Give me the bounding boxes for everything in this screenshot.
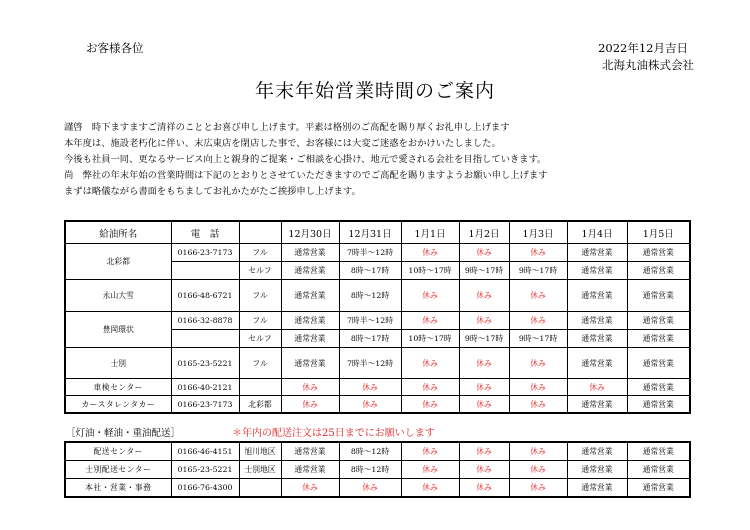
hours-cell: 休み: [401, 379, 459, 396]
station-name: 永山大雪: [65, 280, 171, 312]
hours-cell: 休み: [459, 348, 509, 379]
hours-cell: 通常営業: [627, 479, 690, 498]
hours-cell: 休み: [401, 280, 459, 312]
phone-number: 0166-46-4151: [171, 442, 239, 461]
business-hours-table: [64, 220, 691, 414]
hours-cell: 休み: [401, 442, 459, 461]
phone-number: 0166-40-2121: [171, 379, 239, 396]
hours-cell: 休み: [509, 312, 567, 330]
phone-number: 0166-23-7173: [171, 396, 239, 414]
hours-cell: 8時～12時: [339, 442, 401, 461]
greeting-line: まずは略儀ながら書面をもちましてお礼かたがたご挨拶申し上げます。: [64, 186, 361, 197]
hours-cell: 通常営業: [281, 442, 339, 461]
hours-cell: 通常営業: [567, 312, 627, 330]
company-name: 北海丸油株式会社: [602, 58, 694, 72]
service-area: [239, 479, 281, 498]
hours-cell: 休み: [509, 461, 567, 479]
hours-cell: 通常営業: [627, 442, 690, 461]
phone-number: [171, 330, 239, 348]
hours-cell: 通常営業: [281, 262, 339, 280]
hours-cell: 休み: [281, 479, 339, 498]
table-row: [65, 312, 690, 330]
hours-cell: 8時～12時: [339, 461, 401, 479]
hours-cell: 休み: [281, 379, 339, 396]
hours-cell: 休み: [459, 479, 509, 498]
hours-cell: 休み: [339, 479, 401, 498]
service-type: フル: [239, 280, 281, 312]
service-area: 士別地区: [239, 461, 281, 479]
hours-cell: 通常営業: [567, 280, 627, 312]
hours-cell: 休み: [339, 379, 401, 396]
hours-cell: 通常営業: [281, 244, 339, 262]
station-name: 車検センター: [65, 379, 171, 396]
hours-cell: 通常営業: [281, 461, 339, 479]
hours-cell: 休み: [509, 479, 567, 498]
service-type: セルフ: [239, 330, 281, 348]
hours-cell: 休み: [401, 244, 459, 262]
greeting-line: 今後も社員一同、更なるサービス向上と親身的ご提案・ご相談を心掛け、地元で愛される会社を目指していきます。: [64, 154, 547, 165]
table-header-row: [65, 221, 690, 244]
header-cell: 給油所名: [65, 221, 171, 244]
hours-cell: 9時～17時: [459, 262, 509, 280]
hours-cell: 休み: [401, 348, 459, 379]
fuel-delivery-label: ［灯油・軽油・重油配送］: [66, 428, 181, 439]
hours-cell: 休み: [459, 442, 509, 461]
hours-cell: 9時～17時: [459, 330, 509, 348]
page-title: 年末年始営業時間のご案内: [254, 80, 495, 102]
phone-number: 0166-32-8878: [171, 312, 239, 330]
hours-cell: 通常営業: [627, 244, 690, 262]
hours-cell: 休み: [401, 479, 459, 498]
hours-cell: 通常営業: [627, 262, 690, 280]
station-name: 士別: [65, 348, 171, 379]
phone-number: 0165-23-5221: [171, 461, 239, 479]
hours-cell: 通常営業: [281, 348, 339, 379]
hours-cell: 休み: [281, 396, 339, 414]
hours-cell: 10時～17時: [401, 330, 459, 348]
hours-cell: 7時半～12時: [339, 312, 401, 330]
hours-cell: 休み: [459, 396, 509, 414]
station-name: 北彩都: [65, 244, 171, 280]
phone-number: 0166-23-7173: [171, 244, 239, 262]
service-type: フル: [239, 312, 281, 330]
header-cell: 12月31日: [339, 221, 401, 244]
hours-cell: 通常営業: [281, 280, 339, 312]
hours-cell: 休み: [459, 280, 509, 312]
service-type: [239, 379, 281, 396]
hours-cell: 通常営業: [627, 461, 690, 479]
table-row: [65, 442, 690, 461]
service-area: 旭川地区: [239, 442, 281, 461]
hours-cell: 休み: [459, 244, 509, 262]
header-cell: 12月30日: [281, 221, 339, 244]
phone-number: 0166-76-4300: [171, 479, 239, 498]
hours-cell: 休み: [509, 442, 567, 461]
phone-number: 0166-48-6721: [171, 280, 239, 312]
header-cell: 1月4日: [567, 221, 627, 244]
hours-cell: 通常営業: [627, 312, 690, 330]
hours-cell: 9時～17時: [509, 262, 567, 280]
table-row: [65, 348, 690, 379]
table-row: [65, 244, 690, 262]
delivery-notice: ＊年内の配送注文は25日までにお願いします: [232, 428, 435, 439]
hours-cell: 休み: [509, 348, 567, 379]
header-cell: 1月5日: [627, 221, 690, 244]
hours-cell: 休み: [509, 379, 567, 396]
hours-cell: 9時～17時: [509, 330, 567, 348]
hours-cell: 通常営業: [567, 330, 627, 348]
hours-cell: 休み: [401, 461, 459, 479]
phone-number: 0165-23-5221: [171, 348, 239, 379]
hours-cell: 休み: [401, 396, 459, 414]
greeting-line: 尚 弊社の年末年始の営業時間は下記のとおりとさせていただきますのでご高配を賜りますようお願い申し上げます: [64, 170, 548, 181]
issue-date: 2022年12月吉日: [598, 41, 688, 55]
station-name: 豊岡環状: [65, 312, 171, 348]
hours-cell: 休み: [509, 244, 567, 262]
header-cell: 1月1日: [401, 221, 459, 244]
hours-cell: 休み: [459, 461, 509, 479]
hours-cell: 休み: [509, 396, 567, 414]
hours-cell: 通常営業: [567, 262, 627, 280]
hours-cell: 休み: [567, 379, 627, 396]
station-name: 本社・営業・事務: [65, 479, 171, 498]
hours-cell: 8時～12時: [339, 280, 401, 312]
header-cell: 1月3日: [509, 221, 567, 244]
service-type: セルフ: [239, 262, 281, 280]
hours-cell: 通常営業: [567, 244, 627, 262]
addressee: お客様各位: [86, 41, 144, 55]
hours-cell: 通常営業: [627, 379, 690, 396]
delivery-hours-table: [64, 441, 691, 498]
service-type: フル: [239, 244, 281, 262]
table-row: [65, 280, 690, 312]
hours-cell: 休み: [339, 396, 401, 414]
hours-cell: 7時半～12時: [339, 244, 401, 262]
phone-number: [171, 262, 239, 280]
hours-cell: 通常営業: [627, 348, 690, 379]
hours-cell: 通常営業: [567, 479, 627, 498]
station-name: 士別配送センター: [65, 461, 171, 479]
greeting-text: [64, 120, 547, 200]
table-row: [65, 396, 690, 414]
hours-cell: 休み: [459, 312, 509, 330]
hours-cell: 休み: [459, 379, 509, 396]
header-cell: 電 話: [171, 221, 239, 244]
table-row: [65, 379, 690, 396]
hours-cell: 休み: [509, 280, 567, 312]
hours-cell: 通常営業: [281, 312, 339, 330]
service-type: 北彩都: [239, 396, 281, 414]
hours-cell: 通常営業: [567, 461, 627, 479]
hours-cell: 通常営業: [567, 442, 627, 461]
greeting-line: 謹啓 時下ますますご清祥のこととお喜び申し上げます。平素は格別のご高配を賜り厚くお礼申し上げます: [64, 122, 510, 133]
station-name: カースタレンタカー: [65, 396, 171, 414]
hours-cell: 7時半～12時: [339, 348, 401, 379]
hours-cell: 休み: [401, 312, 459, 330]
hours-cell: 通常営業: [567, 348, 627, 379]
greeting-line: 本年度は、施設老朽化に伴い、末広東店を閉店した事で、お客様には大変ご迷惑をおかけいたしました。: [64, 138, 501, 149]
hours-cell: 通常営業: [281, 330, 339, 348]
hours-cell: 10時～17時: [401, 262, 459, 280]
hours-cell: 通常営業: [627, 396, 690, 414]
table-row: [65, 461, 690, 479]
hours-cell: 8時～17時: [339, 262, 401, 280]
service-type: フル: [239, 348, 281, 379]
station-name: 配送センター: [65, 442, 171, 461]
header-cell: [239, 221, 281, 244]
hours-cell: 8時～17時: [339, 330, 401, 348]
table-row: [65, 479, 690, 498]
hours-cell: 通常営業: [627, 280, 690, 312]
hours-cell: 通常営業: [567, 396, 627, 414]
hours-cell: 通常営業: [627, 330, 690, 348]
header-cell: 1月2日: [459, 221, 509, 244]
